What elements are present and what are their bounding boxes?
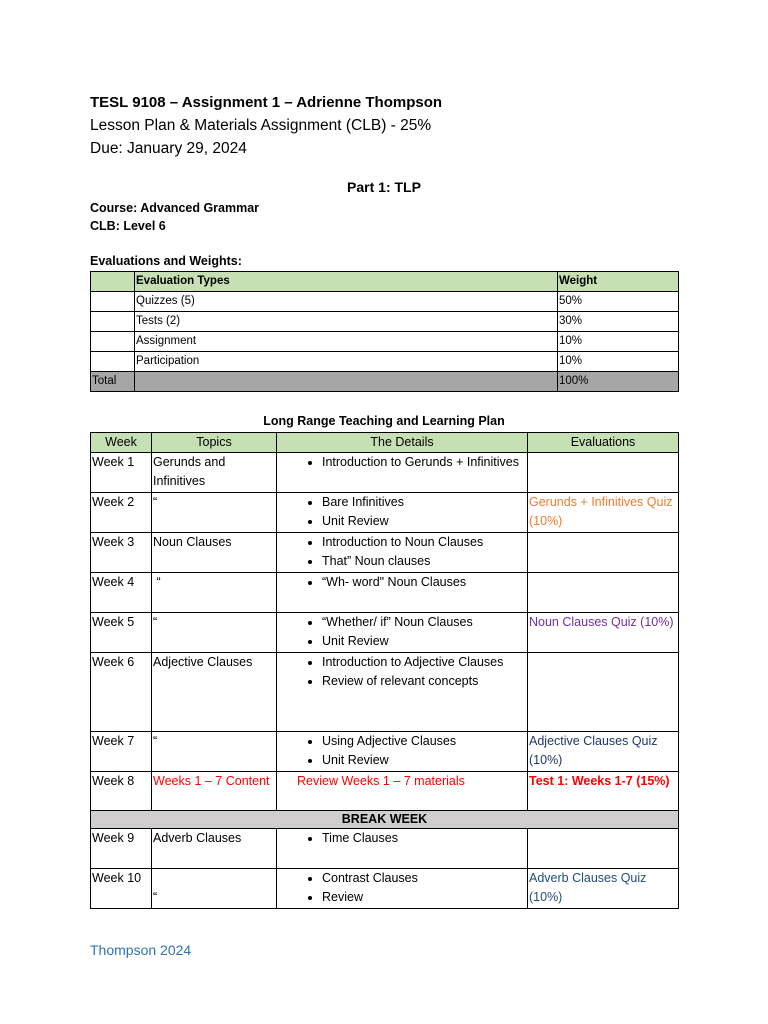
total-row [91, 372, 679, 392]
course-label: Course: Advanced Grammar [90, 201, 260, 215]
list-item: • Unit Review [322, 512, 526, 531]
details-list [278, 653, 526, 691]
evaluations-heading: Evaluations and Weights: [90, 254, 242, 268]
list-item: • Introduction to Adjective Clauses [322, 653, 526, 672]
details-cell [277, 573, 528, 613]
list-item: • Review of relevant concepts [322, 672, 526, 691]
details-list [278, 613, 526, 651]
clb-label: CLB: Level 6 [90, 219, 166, 233]
header-cell-week: Week [91, 433, 152, 453]
list-item: • Introduction to Gerunds + Infinitives [322, 453, 526, 472]
week-cell: Week 6 [91, 653, 152, 732]
header-cell-details: The Details [277, 433, 528, 453]
blank-cell [91, 292, 135, 312]
header-cell-topics: Topics [152, 433, 277, 453]
week-cell: Week 7 [91, 732, 152, 772]
header-cell-evaluations: Evaluations [528, 433, 679, 453]
topic-cell [152, 869, 277, 909]
details-list [278, 829, 526, 848]
topic-cell: Weeks 1 – 7 Content [152, 772, 277, 811]
evaluation-cell: Adjective Clauses Quiz (10%) [528, 732, 679, 772]
details-list [278, 573, 526, 592]
details-cell [277, 829, 528, 869]
total-label-cell: Total [91, 372, 135, 392]
teaching-plan-table [90, 432, 679, 909]
table-row [91, 332, 679, 352]
topic-cell: “ [152, 613, 277, 653]
details-list [278, 453, 526, 472]
list-item: • Time Clauses [322, 829, 526, 848]
assignment-subtitle: Lesson Plan & Materials Assignment (CLB) - 25% [90, 117, 432, 134]
table-row [91, 453, 679, 493]
week-cell: Week 10 [91, 869, 152, 909]
plan-header-row [91, 433, 679, 453]
evaluation-cell: Noun Clauses Quiz (10%) [528, 613, 679, 653]
evaluations-table [90, 271, 679, 392]
details-list [278, 533, 526, 571]
header-cell-weight: Weight [558, 272, 679, 292]
total-blank-cell [135, 372, 558, 392]
table-row [91, 352, 679, 372]
weight-cell: 30% [558, 312, 679, 332]
details-cell [277, 732, 528, 772]
evaluations-header-row [91, 272, 679, 292]
break-week-row [91, 811, 679, 829]
evaluation-cell [528, 829, 679, 869]
list-item: • Unit Review [322, 751, 526, 770]
evaluation-cell [528, 573, 679, 613]
table-row [91, 772, 679, 811]
evaluation-cell: Gerunds + Infinitives Quiz (10%) [528, 493, 679, 533]
topic-cell: “ [152, 493, 277, 533]
table-row [91, 292, 679, 312]
table-row [91, 493, 679, 533]
due-date: Due: January 29, 2024 [90, 140, 247, 157]
assignment-title: TESL 9108 – Assignment 1 – Adrienne Thompson [90, 94, 443, 111]
week-cell: Week 8 [91, 772, 152, 811]
week-cell: Week 3 [91, 533, 152, 573]
week-cell: Week 4 [91, 573, 152, 613]
list-item: • That” Noun clauses [322, 552, 526, 571]
topic-cell: “ [152, 732, 277, 772]
topic-ditto: “ [153, 890, 158, 904]
table-row [91, 613, 679, 653]
blank-cell [91, 332, 135, 352]
week-cell: Week 9 [91, 829, 152, 869]
topic-cell: Noun Clauses [152, 533, 277, 573]
table-row [91, 869, 679, 909]
weight-cell: 10% [558, 352, 679, 372]
evaluation-cell [528, 453, 679, 493]
header-cell-evaluation-types: Evaluation Types [135, 272, 558, 292]
list-item: • Introduction to Noun Clauses [322, 533, 526, 552]
weight-cell: 10% [558, 332, 679, 352]
details-cell [277, 493, 528, 533]
list-item: • “Wh- word" Noun Clauses [322, 573, 526, 592]
evaluation-cell: Adverb Clauses Quiz (10%) [528, 869, 679, 909]
footer-text: Thompson 2024 [90, 942, 192, 958]
list-item: • Contrast Clauses [322, 869, 526, 888]
total-weight-cell: 100% [558, 372, 679, 392]
details-cell: Review Weeks 1 – 7 materials [277, 772, 528, 811]
table-row [91, 573, 679, 613]
evaluation-cell: Test 1: Weeks 1-7 (15%) [528, 772, 679, 811]
topic-cell: “ [152, 573, 277, 613]
table-row [91, 653, 679, 732]
table-row [91, 312, 679, 332]
blank-cell [91, 312, 135, 332]
week-cell: Week 1 [91, 453, 152, 493]
evaluation-cell [528, 653, 679, 732]
details-list [278, 493, 526, 531]
topic-cell: Adverb Clauses [152, 829, 277, 869]
evaluation-cell [528, 533, 679, 573]
header-cell-blank [91, 272, 135, 292]
topic-cell: Gerunds and Infinitives [152, 453, 277, 493]
details-list [278, 732, 526, 770]
evaluation-type-cell: Assignment [135, 332, 558, 352]
week-cell: Week 2 [91, 493, 152, 533]
table-row [91, 732, 679, 772]
details-cell [277, 613, 528, 653]
list-item: • “Whether/ if” Noun Clauses [322, 613, 526, 632]
week-cell: Week 5 [91, 613, 152, 653]
details-cell [277, 653, 528, 732]
evaluation-type-cell: Quizzes (5) [135, 292, 558, 312]
list-item: • Unit Review [322, 632, 526, 651]
evaluation-type-cell: Participation [135, 352, 558, 372]
details-list [278, 869, 526, 907]
blank-cell [91, 352, 135, 372]
part-title: Part 1: TLP [347, 179, 421, 195]
details-cell [277, 533, 528, 573]
break-week-label: BREAK WEEK [91, 811, 679, 829]
list-item: • Review [322, 888, 526, 907]
topic-cell: Adjective Clauses [152, 653, 277, 732]
table-row [91, 533, 679, 573]
details-cell [277, 869, 528, 909]
weight-cell: 50% [558, 292, 679, 312]
table-row [91, 829, 679, 869]
plan-title: Long Range Teaching and Learning Plan [263, 414, 505, 428]
details-cell [277, 453, 528, 493]
evaluation-type-cell: Tests (2) [135, 312, 558, 332]
list-item: • Bare Infinitives [322, 493, 526, 512]
list-item: • Using Adjective Clauses [322, 732, 526, 751]
